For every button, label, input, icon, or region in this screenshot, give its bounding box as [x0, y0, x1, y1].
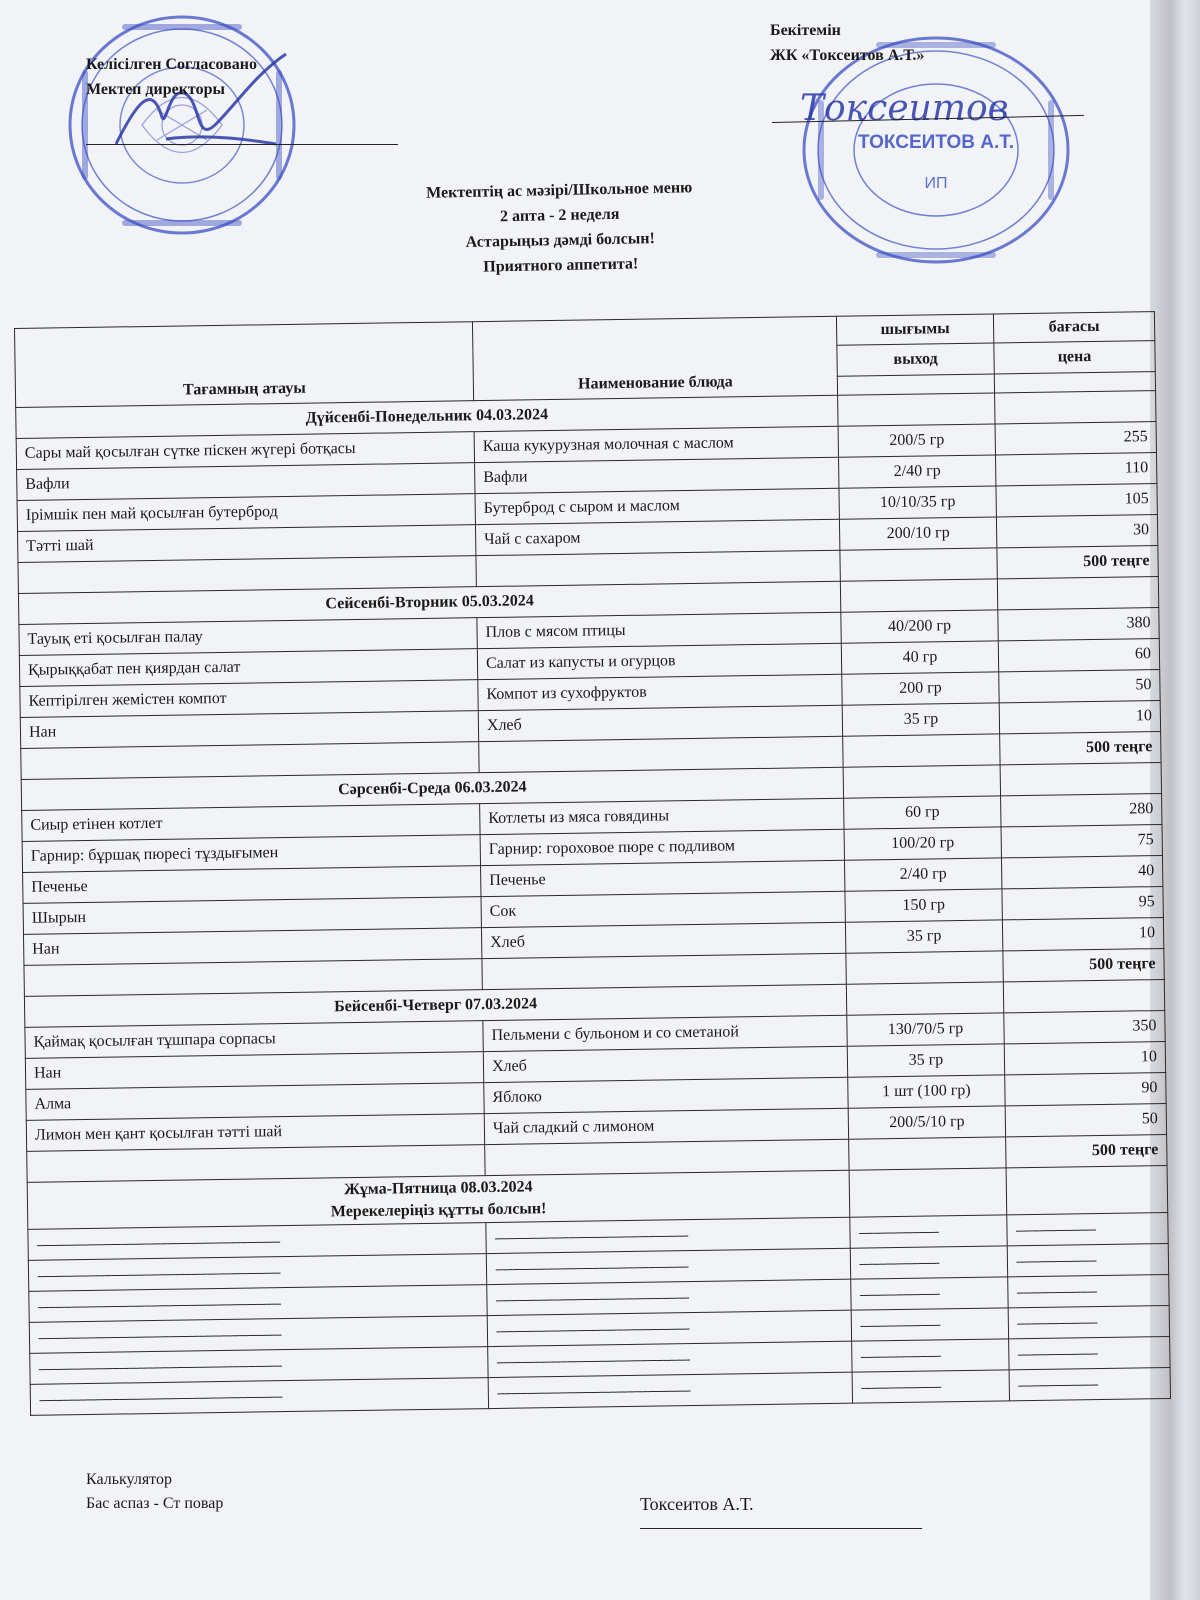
dish-portion: 35 гр	[842, 703, 999, 736]
entrepreneur-signature	[796, 76, 1009, 136]
dish-name-ru: Салат из капусты и огурцов	[477, 643, 841, 679]
dish-portion: 200/5 гр	[838, 424, 995, 457]
header-spacer	[994, 372, 1155, 393]
dish-price: 105	[996, 484, 1157, 517]
dash-placeholder: ------------------------	[1009, 1336, 1170, 1369]
dish-name-ru: Сок	[481, 891, 845, 927]
dish-name-ru: Яблоко	[484, 1077, 848, 1113]
dash-placeholder: ------------------------	[1008, 1274, 1169, 1307]
title-line-1: Мектептің ас мәзірі/Школьное меню	[425, 179, 693, 202]
dish-name-ru: Хлеб	[478, 705, 842, 741]
empty-cell	[843, 734, 1000, 767]
dish-price: 40	[1001, 856, 1162, 889]
chef-label: Бас аспаз - Ст повар	[86, 1495, 224, 1512]
dash-placeholder: -------------------------------------------------------------------------	[29, 1316, 487, 1354]
dish-name-ru: Каша кукурузная молочная с маслом	[474, 426, 838, 462]
menu-title	[349, 174, 771, 283]
dash-placeholder: -------------------------------------------------------------------------	[28, 1254, 486, 1292]
empty-cell	[1003, 980, 1164, 1013]
dish-portion: 40 гр	[841, 641, 998, 674]
empty-cell	[1000, 763, 1161, 796]
column-header-kz: Тағамның атауы	[15, 322, 474, 408]
dish-name-kz: Сары май қосылған сүтке піскен жүгері ботқасы	[16, 432, 474, 470]
dish-portion: 10/10/35 гр	[839, 486, 996, 519]
stamp-name-text: ТОКСЕИТОВ А.Т.	[858, 132, 1014, 153]
dash-placeholder: ----------------------------------------------------------	[486, 1248, 850, 1284]
empty-cell	[846, 951, 1003, 984]
dash-placeholder: ----------------------------------------------------------	[486, 1217, 850, 1253]
dish-price: 110	[995, 453, 1156, 486]
empty-cell	[849, 1137, 1006, 1170]
dish-name-ru: Плов с мясом птицы	[477, 612, 841, 648]
dash-placeholder: ------------------------	[850, 1215, 1007, 1248]
dish-name-kz: Сиыр етінен котлет	[22, 804, 480, 842]
dash-placeholder: ------------------------	[1008, 1305, 1169, 1338]
dish-name-kz: Гарнир: бұршақ пюресі тұздығымен	[22, 835, 480, 873]
dish-portion: 35 гр	[845, 920, 1002, 953]
dish-price: 30	[996, 515, 1157, 548]
dish-name-kz: Нан	[23, 928, 481, 966]
dish-portion: 2/40 гр	[844, 858, 1001, 891]
dash-placeholder: ------------------------	[852, 1339, 1009, 1372]
dish-portion: 200/10 гр	[839, 517, 996, 550]
dash-placeholder: -------------------------------------------------------------------------	[28, 1223, 486, 1261]
approve-title: Бекітемін	[770, 22, 841, 39]
agreed-block	[86, 52, 257, 102]
dish-name-kz: Нан	[25, 1052, 483, 1090]
approve-block	[770, 18, 924, 68]
day-total: 500 теңге	[1000, 732, 1161, 765]
dish-price: 50	[999, 670, 1160, 703]
dish-name-kz: Шырын	[23, 897, 481, 935]
column-header-ru: Наименование блюда	[472, 316, 837, 400]
day-name: Сәрсенбі-Среда 06.03.2024	[21, 767, 843, 810]
dash-placeholder: ------------------------	[852, 1370, 1009, 1403]
chef-name: Токсеитов А.Т.	[640, 1494, 754, 1514]
dish-price: 95	[1002, 887, 1163, 920]
dish-name-kz: Алма	[26, 1083, 484, 1121]
director-signature-line	[86, 144, 398, 145]
dish-name-ru: Гарнир: гороховое пюре с подливом	[480, 829, 844, 865]
dish-price: 380	[998, 608, 1159, 641]
dish-name-ru: Печенье	[481, 860, 845, 896]
dish-name-kz: Ірімшік пен май қосылған бутерброд	[17, 494, 475, 532]
dish-name-kz: Нан	[20, 711, 478, 749]
dash-placeholder: ------------------------	[850, 1246, 1007, 1279]
empty-cell	[997, 577, 1158, 610]
dish-name-ru: Котлеты из мяса говядины	[480, 798, 844, 834]
agreed-title: Келісілген Согласовано	[86, 56, 257, 73]
dash-placeholder: ------------------------	[851, 1308, 1008, 1341]
column-header-out-ru: выход	[837, 343, 994, 376]
dish-name-kz: Тауық еті қосылған палау	[19, 618, 477, 656]
menu-table-wrap	[14, 311, 1170, 1416]
dash-placeholder: ----------------------------------------------------------	[487, 1279, 851, 1315]
dash-placeholder: ----------------------------------------------------------	[487, 1310, 851, 1346]
day-total: 500 теңге	[1006, 1134, 1167, 1167]
dish-portion: 35 гр	[847, 1044, 1004, 1077]
empty-cell	[849, 1168, 1007, 1217]
column-header-price-ru: цена	[994, 341, 1155, 374]
dish-price: 350	[1004, 1011, 1165, 1044]
dish-portion: 150 гр	[845, 889, 1002, 922]
day-name: Дүйсенбі-Понедельник 04.03.2024	[16, 395, 838, 438]
dash-placeholder: ------------------------	[851, 1277, 1008, 1310]
title-line-3: Астарыңыз дәмді болсын!	[465, 230, 655, 251]
dish-portion: 200 гр	[842, 672, 999, 705]
signature-text: Токсеитов	[800, 88, 1009, 129]
column-header-price-kz: бағасы	[993, 312, 1154, 343]
day-name: Бейсенбі-Четверг 07.03.2024	[24, 984, 846, 1027]
dish-name-ru: Хлеб	[483, 1046, 847, 1082]
director-label: Мектеп директоры	[86, 81, 225, 98]
dish-name-ru: Вафли	[475, 457, 839, 493]
dish-name-ru: Хлеб	[481, 922, 845, 958]
dish-name-kz: Қаймақ қосылған тұшпара сорпасы	[25, 1021, 483, 1059]
empty-cell	[995, 391, 1156, 424]
dish-price: 280	[1001, 794, 1162, 827]
day-name: Сейсенбі-Вторник 05.03.2024	[18, 581, 840, 624]
holiday-day: Жұма-Пятница 08.03.2024	[343, 1178, 533, 1199]
stamp-type-text: ИП	[924, 175, 948, 192]
dish-name-kz: Лимон мен қант қосылған тәтті шай	[26, 1114, 484, 1152]
dish-price: 10	[1004, 1042, 1165, 1075]
title-line-4: Приятного аппетита!	[483, 255, 639, 276]
empty-cell	[840, 579, 997, 612]
dish-price: 10	[1002, 918, 1163, 951]
dish-price: 75	[1001, 825, 1162, 858]
dish-price: 60	[998, 639, 1159, 672]
approver-label: ЖК «Токсеитов А.Т.»	[770, 47, 925, 64]
footer-roles	[86, 1468, 223, 1516]
dish-portion: 130/70/5 гр	[847, 1013, 1004, 1046]
dish-price: 90	[1005, 1072, 1166, 1105]
dish-price: 50	[1005, 1103, 1166, 1136]
dash-placeholder: -------------------------------------------------------------------------	[30, 1378, 488, 1416]
dash-placeholder: ------------------------	[1007, 1212, 1168, 1245]
dish-price: 10	[999, 701, 1160, 734]
header-spacer	[837, 374, 994, 395]
dish-name-ru: Пельмени с бульоном и со сметаной	[483, 1015, 847, 1051]
dish-price: 255	[995, 422, 1156, 455]
dish-name-kz: Вафли	[17, 463, 475, 501]
dish-portion: 200/5/10 гр	[848, 1106, 1005, 1139]
empty-cell	[1006, 1165, 1168, 1214]
dish-portion: 2/40 гр	[839, 455, 996, 488]
dish-name-kz: Тәтті шай	[18, 525, 476, 563]
dish-name-ru: Чай с сахаром	[475, 519, 839, 555]
column-header-out-kz: шығымы	[836, 314, 993, 345]
day-total: 500 теңге	[997, 546, 1158, 579]
chef-signature-line	[640, 1528, 922, 1529]
dish-portion: 1 шт (100 гр)	[848, 1075, 1005, 1108]
dish-name-ru: Чай сладкий с лимоном	[484, 1108, 848, 1144]
title-line-2: 2 апта - 2 неделя	[499, 205, 620, 226]
menu-body	[16, 391, 1171, 1416]
day-total: 500 теңге	[1003, 949, 1164, 982]
dash-placeholder: ------------------------	[1009, 1367, 1170, 1400]
dash-placeholder: ----------------------------------------------------------	[488, 1372, 852, 1408]
dish-portion: 40/200 гр	[841, 610, 998, 643]
menu-table	[14, 311, 1171, 1416]
dish-portion: 60 гр	[844, 796, 1001, 829]
empty-cell	[838, 393, 995, 426]
empty-cell	[846, 982, 1003, 1015]
dish-name-kz: Кептірілген жемістен компот	[20, 680, 478, 718]
empty-cell	[840, 548, 997, 581]
dish-portion: 100/20 гр	[844, 827, 1001, 860]
dish-name-kz: Печенье	[23, 866, 481, 904]
empty-cell	[843, 765, 1000, 798]
dash-placeholder: ------------------------	[1007, 1243, 1168, 1276]
holiday-greeting: Мерекелеріңіз құтты болсын!	[330, 1200, 547, 1221]
dash-placeholder: -------------------------------------------------------------------------	[30, 1347, 488, 1385]
dish-name-kz: Қырыққабат пен қиярдан салат	[19, 649, 477, 687]
calculator-label: Калькулятор	[86, 1471, 172, 1488]
dash-placeholder: ----------------------------------------------------------	[488, 1341, 852, 1377]
dish-name-ru: Компот из сухофруктов	[478, 674, 842, 710]
dash-placeholder: -------------------------------------------------------------------------	[29, 1285, 487, 1323]
dish-name-ru: Бутерброд с сыром и маслом	[475, 488, 839, 524]
